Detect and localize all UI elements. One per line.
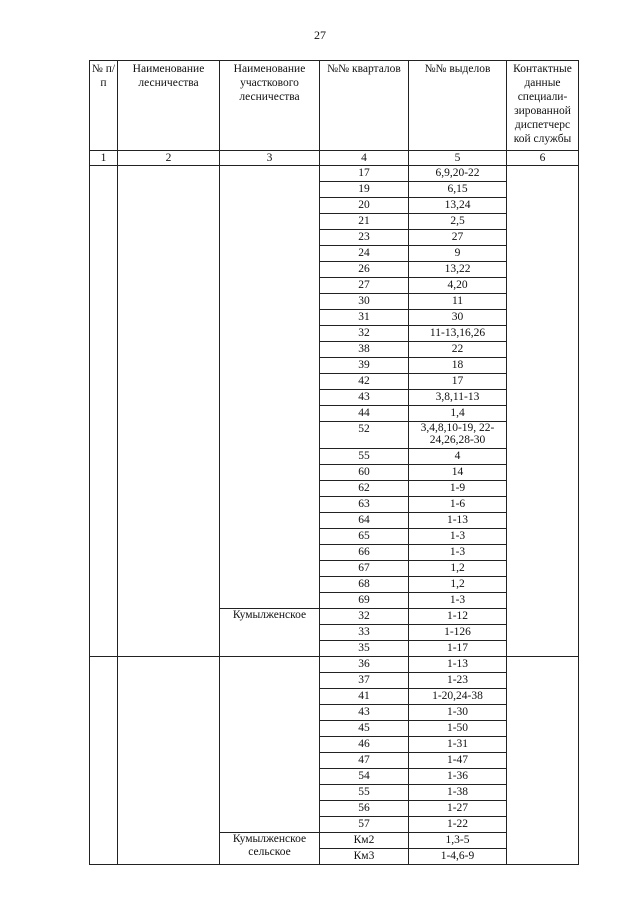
header-forestry-name: Наименование лесничества	[118, 61, 220, 151]
cell-allotments: 1-13	[409, 657, 507, 673]
header-district-forestry-name: Наименование участкового лесничества	[220, 61, 320, 151]
cell-dispatch-contacts	[507, 166, 579, 657]
cell-allotments: 1,2	[409, 561, 507, 577]
cell-quarter: 31	[320, 310, 409, 326]
cell-dispatch-contacts	[507, 657, 579, 865]
header-dispatch-contacts: Контактные данные специали- зированной диспетчерс кой службы	[507, 61, 579, 151]
column-number: 2	[118, 151, 220, 166]
cell-allotments: 1-3	[409, 593, 507, 609]
cell-quarter: 33	[320, 625, 409, 641]
cell-quarter: 62	[320, 481, 409, 497]
cell-allotments: 6,15	[409, 182, 507, 198]
cell-allotments: 27	[409, 230, 507, 246]
cell-quarter: 19	[320, 182, 409, 198]
cell-quarter: 56	[320, 801, 409, 817]
cell-allotments: 1-17	[409, 641, 507, 657]
cell-allotments: 22	[409, 342, 507, 358]
cell-district-forestry	[220, 166, 320, 609]
column-number: 5	[409, 151, 507, 166]
cell-quarter: 30	[320, 294, 409, 310]
cell-quarter: 54	[320, 769, 409, 785]
cell-allotments: 1-20,24-38	[409, 689, 507, 705]
cell-allotments: 1-38	[409, 785, 507, 801]
cell-number	[90, 657, 118, 865]
cell-district-forestry-name: Кумылженское сельское	[220, 833, 320, 865]
cell-allotments: 1-6	[409, 497, 507, 513]
cell-quarter: 42	[320, 374, 409, 390]
cell-quarter: 41	[320, 689, 409, 705]
cell-allotments: 13,24	[409, 198, 507, 214]
cell-quarter: Км2	[320, 833, 409, 849]
cell-allotments: 1,2	[409, 577, 507, 593]
table-row	[90, 657, 579, 673]
cell-allotments: 1-9	[409, 481, 507, 497]
header-number: № п/п	[90, 61, 118, 151]
cell-quarter: 20	[320, 198, 409, 214]
column-number: 1	[90, 151, 118, 166]
cell-allotments: 18	[409, 358, 507, 374]
cell-quarter: 60	[320, 465, 409, 481]
header-allotments: №№ выделов	[409, 61, 507, 151]
cell-quarter: 36	[320, 657, 409, 673]
cell-forestry-name	[118, 657, 220, 865]
cell-quarter: 55	[320, 449, 409, 465]
cell-allotments: 1-31	[409, 737, 507, 753]
column-number-row	[90, 151, 579, 166]
cell-quarter: 43	[320, 705, 409, 721]
cell-allotments: 1-30	[409, 705, 507, 721]
cell-allotments: 1-22	[409, 817, 507, 833]
cell-allotments: 1-27	[409, 801, 507, 817]
cell-allotments: 9	[409, 246, 507, 262]
cell-quarter: 64	[320, 513, 409, 529]
cell-quarter: 45	[320, 721, 409, 737]
cell-district-forestry	[220, 657, 320, 833]
cell-district-forestry-name: Кумылженское	[220, 609, 320, 657]
column-number: 4	[320, 151, 409, 166]
cell-allotments: 13,22	[409, 262, 507, 278]
header-row	[90, 61, 579, 151]
cell-allotments: 1-3	[409, 545, 507, 561]
cell-quarter: 47	[320, 753, 409, 769]
cell-allotments: 1,4	[409, 406, 507, 422]
cell-quarter: 32	[320, 326, 409, 342]
cell-allotments: 30	[409, 310, 507, 326]
cell-allotments: 1-23	[409, 673, 507, 689]
cell-allotments: 14	[409, 465, 507, 481]
cell-quarter: 46	[320, 737, 409, 753]
cell-allotments: 6,9,20-22	[409, 166, 507, 182]
forestry-table	[89, 60, 579, 865]
column-number: 3	[220, 151, 320, 166]
cell-quarter: 63	[320, 497, 409, 513]
cell-allotments: 4,20	[409, 278, 507, 294]
cell-quarter: 69	[320, 593, 409, 609]
cell-quarter: 65	[320, 529, 409, 545]
cell-quarter: 17	[320, 166, 409, 182]
cell-number	[90, 166, 118, 657]
cell-quarter: 32	[320, 609, 409, 625]
cell-allotments: 3,4,8,10-19, 22-24,26,28-30	[409, 422, 507, 449]
cell-quarter: 67	[320, 561, 409, 577]
cell-quarter: 52	[320, 422, 409, 449]
cell-forestry-name	[118, 166, 220, 657]
cell-quarter: 57	[320, 817, 409, 833]
page-number: 27	[314, 28, 326, 42]
cell-allotments: 1-3	[409, 529, 507, 545]
cell-allotments: 1-12	[409, 609, 507, 625]
cell-quarter: 44	[320, 406, 409, 422]
cell-allotments: 17	[409, 374, 507, 390]
cell-quarter: 66	[320, 545, 409, 561]
cell-allotments: 1-50	[409, 721, 507, 737]
cell-allotments: 1,3-5	[409, 833, 507, 849]
cell-quarter: Км3	[320, 849, 409, 865]
cell-quarter: 37	[320, 673, 409, 689]
cell-allotments: 2,5	[409, 214, 507, 230]
cell-allotments: 11-13,16,26	[409, 326, 507, 342]
cell-quarter: 21	[320, 214, 409, 230]
cell-quarter: 26	[320, 262, 409, 278]
cell-allotments: 1-36	[409, 769, 507, 785]
cell-quarter: 23	[320, 230, 409, 246]
header-quarters: №№ кварталов	[320, 61, 409, 151]
cell-quarter: 24	[320, 246, 409, 262]
cell-allotments: 1-126	[409, 625, 507, 641]
cell-quarter: 68	[320, 577, 409, 593]
cell-quarter: 43	[320, 390, 409, 406]
cell-allotments: 11	[409, 294, 507, 310]
column-number: 6	[507, 151, 579, 166]
cell-quarter: 27	[320, 278, 409, 294]
cell-allotments: 1-47	[409, 753, 507, 769]
cell-quarter: 38	[320, 342, 409, 358]
table-row	[90, 166, 579, 182]
cell-allotments: 3,8,11-13	[409, 390, 507, 406]
cell-quarter: 55	[320, 785, 409, 801]
cell-allotments: 1-4,6-9	[409, 849, 507, 865]
cell-allotments: 1-13	[409, 513, 507, 529]
cell-allotments: 4	[409, 449, 507, 465]
cell-quarter: 35	[320, 641, 409, 657]
cell-quarter: 39	[320, 358, 409, 374]
